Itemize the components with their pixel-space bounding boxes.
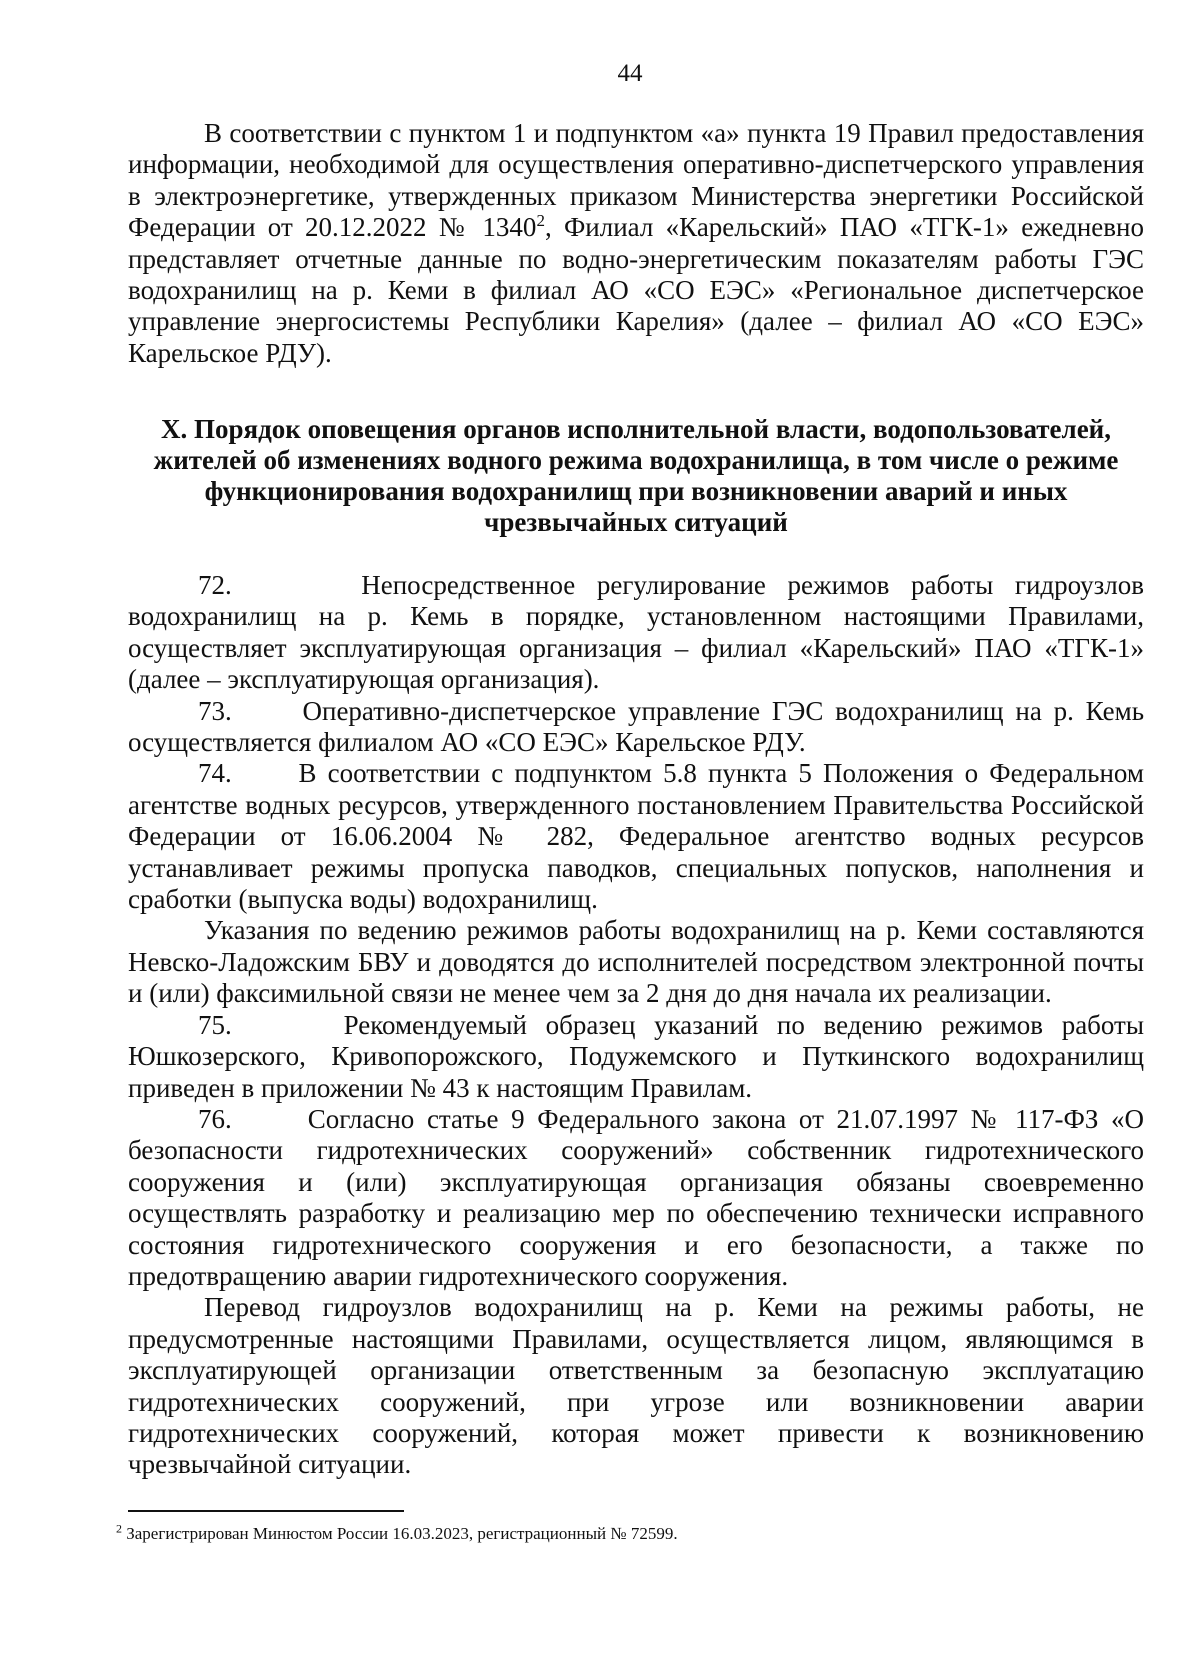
paragraph-74 (128, 758, 1144, 915)
paragraph-number: 74. (198, 758, 232, 789)
footnote (116, 1521, 1136, 1544)
page-number: 44 (617, 60, 643, 87)
paragraph-number: 72. (198, 570, 232, 600)
paragraph-74-continuation (128, 915, 1144, 1009)
intro-text-part-1: В соответствии с пунктом 1 и подпунктом «а» пункта 19 Правил предоставления информации, необходимой для осуществления оперативно-диспетчерского управления в электроэнергетике, утвержденных приказом Министерства энергетики Российской Федерации от 20.12.2022 № 1340 (128, 118, 1144, 243)
section-heading: X. Порядок оповещения органов исполнительной власти, водопользователей, жителей об изменениях водного режима водохранилища, в том числе о режиме функционирования водохранилищ при возникновении аварий и иных чрезвычайных ситуаций (153, 414, 1119, 537)
paragraph-75 (128, 1010, 1144, 1104)
footnote-marker: 2 (116, 1521, 122, 1536)
paragraph-73 (128, 696, 1144, 759)
paragraph-text: Рекомендуемый образец указаний по ведению режимов работы Юшкозерского, Кривопорожского, Подужемского и Путкинского водохранилищ приведен в приложении № 43 к настоящим Правилам. (128, 1009, 1144, 1103)
footnote-reference[interactable]: 2 (536, 211, 545, 231)
paragraph-text: Перевод гидроузлов водохранилищ на р. Кеми на режимы работы, не предусмотренные настоящими Правилами, осуществляется лицом, являющимся в эксплуатирующей организации ответственным за безопасную эксплуатацию гидротехнических сооружений, при угрозе или возникновении аварии гидротехнических сооружений, которая может привести к возникновению чрезвычайной ситуации. (128, 1292, 1144, 1480)
paragraph-text: В соответствии с подпунктом 5.8 пункта 5 Положения о Федеральном агентстве водных ресурсов, утвержденного постановлением Правительства Российской Федерации от 16.06.2004 № 282, Федеральное агентство водных ресурсов устанавливает режимы пропуска паводков, специальных попусков, наполнения и сработки (выпуска воды) водохранилищ. (128, 758, 1144, 915)
paragraph-number: 76. (198, 1103, 232, 1134)
paragraph-76 (128, 1104, 1144, 1292)
intro-paragraph (128, 118, 1144, 369)
paragraph-text: Непосредственное регулирование режимов работы гидроузлов водохранилищ на р. Кемь в порядке, установленном настоящими Правилами, осуществляет эксплуатирующая организация – филиал «Карельский» ПАО «ТГК-1» (далее – эксплуатирующая организация). (128, 570, 1144, 695)
paragraph-number: 75. (198, 1009, 232, 1040)
footnote-text: Зарегистрирован Минюстом России 16.03.2023, регистрационный № 72599. (122, 1524, 678, 1543)
paragraph-text: Согласно статье 9 Федерального закона от 21.07.1997 № 117-ФЗ «О безопасности гидротехнических сооружений» собственник гидротехнического сооружения и (или) эксплуатирующая организация обязаны своевременно осуществлять разработку и реализацию мер по обеспечению технически исправного состояния гидротехнического сооружения и его безопасности, а также по предотвращению аварии гидротехнического сооружения. (128, 1103, 1145, 1291)
paragraph-72 (128, 570, 1144, 696)
footnote-separator (128, 1510, 404, 1512)
paragraph-number: 73. (198, 695, 232, 726)
intro-text-part-2: , Филиал «Карельский» ПАО «ТГК-1» ежедневно представляет отчетные данные по водно-энергетическим показателям работы ГЭС водохранилищ на р. Кеми в филиал АО «СО ЕЭС» «Региональное диспетчерское управление энергосистемы Республики Карелия» (далее – филиал АО «СО ЕЭС» Карельское РДУ). (128, 212, 1144, 368)
paragraph-text: Указания по ведению режимов работы водохранилищ на р. Кеми составляются Невско-Ладожским БВУ и доводятся до исполнителей посредством электронной почты и (или) факсимильной связи не менее чем за 2 дня до дня начала их реализации. (128, 915, 1144, 1009)
paragraph-text: Оперативно-диспетчерское управление ГЭС водохранилищ на р. Кемь осуществляется филиалом АО «СО ЕЭС» Карельское РДУ. (128, 695, 1145, 758)
paragraph-76-continuation (128, 1292, 1144, 1480)
numbered-paragraphs (128, 570, 1144, 1481)
